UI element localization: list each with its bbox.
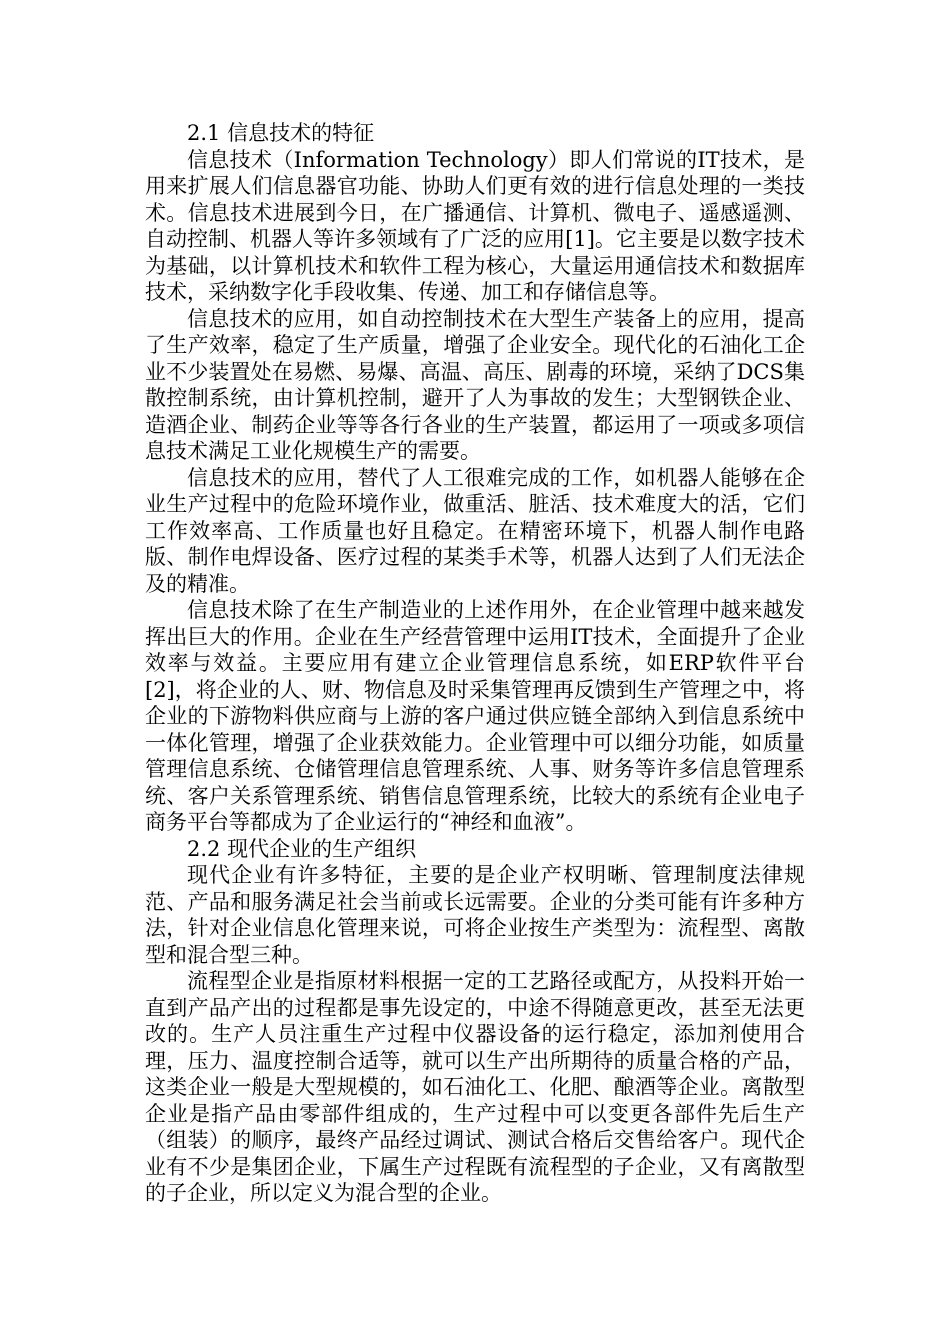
section-heading-2-1: 2.1 信息技术的特征 <box>187 121 375 145</box>
paragraph-production-types: 流程型企业是指原材料根据一定的工艺路径或配方，从投料开始一直到产品产出的过程都是事先设定的，中途不得随意更改，甚至无法更改的。生产人员注重生产过程中仪器设备的运行稳定，添加剂使用合理，压力、温度控制合适等，就可以生产出所期待的质量合格的产品，这类企业一般是大型规模的，如石油化工、化肥、酿酒等企业。离散型企业是指产品由零部件组成的，生产过程中可以变更各部件先后生产（组装）的顺序，最终产品经过调试、测试合格后交售给客户。现代企业有不少是集团企业，下属生产过程既有流程型的子企业，又有离散型的子企业，所以定义为混合型的企业。 <box>145 969 805 1205</box>
paragraph-modern-enterprise: 现代企业有许多特征，主要的是企业产权明晰、管理制度法律规范、产品和服务满足社会当前或长远需要。企业的分类可能有许多种方法，针对企业信息化管理来说，可将企业按生产类型为：流程型、离散型和混合型三种。 <box>145 863 805 967</box>
paragraph-robot-application: 信息技术的应用，替代了人工很难完成的工作，如机器人能够在企业生产过程中的危险环境作业，做重活、脏活、技术难度大的活，它们工作效率高、工作质量也好且稳定。在精密环境下，机器人制作电路版、制作电焊设备、医疗过程的某类手术等，机器人达到了人们无法企及的精准。 <box>145 465 805 596</box>
paragraph-it-definition: 信息技术（Information Technology）即人们常说的IT技术，是用来扩展人们信息器官功能、协助人们更有效的进行信息处理的一类技术。信息技术进展到今日，在广播通信、计算机、微电子、遥感遥测、自动控制、机器人等许多领域有了广泛的应用[1]。它主要是以数字技术为基础，以计算机技术和软件工程为核心，大量运用通信技术和数据库技术，采纳数字化手段收集、传递、加工和存储信息等。 <box>145 147 805 304</box>
paragraph-enterprise-management: 信息技术除了在生产制造业的上述作用外，在企业管理中越来越发挥出巨大的作用。企业在生产经营管理中运用IT技术，全面提升了企业效率与效益。主要应用有建立企业管理信息系统，如ERP软件平台[2]，将企业的人、财、物信息及时采集管理再反馈到生产管理之中，将企业的下游物料供应商与上游的客户通过供应链全部纳入到信息系统中一体化管理，增强了企业获效能力。企业管理中可以细分功能，如质量管理信息系统、仓储管理信息管理系统、人事、财务等许多信息管理系统、客户关系管理系统、销售信息管理系统，比较大的系统有企业电子商务平台等都成为了企业运行的“神经和血液”。 <box>145 598 805 834</box>
paragraph-automation-application: 信息技术的应用，如自动控制技术在大型生产装备上的应用，提高了生产效率，稳定了生产质量，增强了企业安全。现代化的石油化工企业不少装置处在易燃、易爆、高温、高压、剧毒的环境，采纳了DCS集散控制系统，由计算机控制，避开了人为事故的发生；大型钢铁企业、造酒企业、制药企业等等各行各业的生产装置，都运用了一项或多项信息技术满足工业化规模生产的需要。 <box>145 306 805 463</box>
document-page <box>145 120 805 1207</box>
section-heading-2-2: 2.2 现代企业的生产组织 <box>187 836 417 861</box>
